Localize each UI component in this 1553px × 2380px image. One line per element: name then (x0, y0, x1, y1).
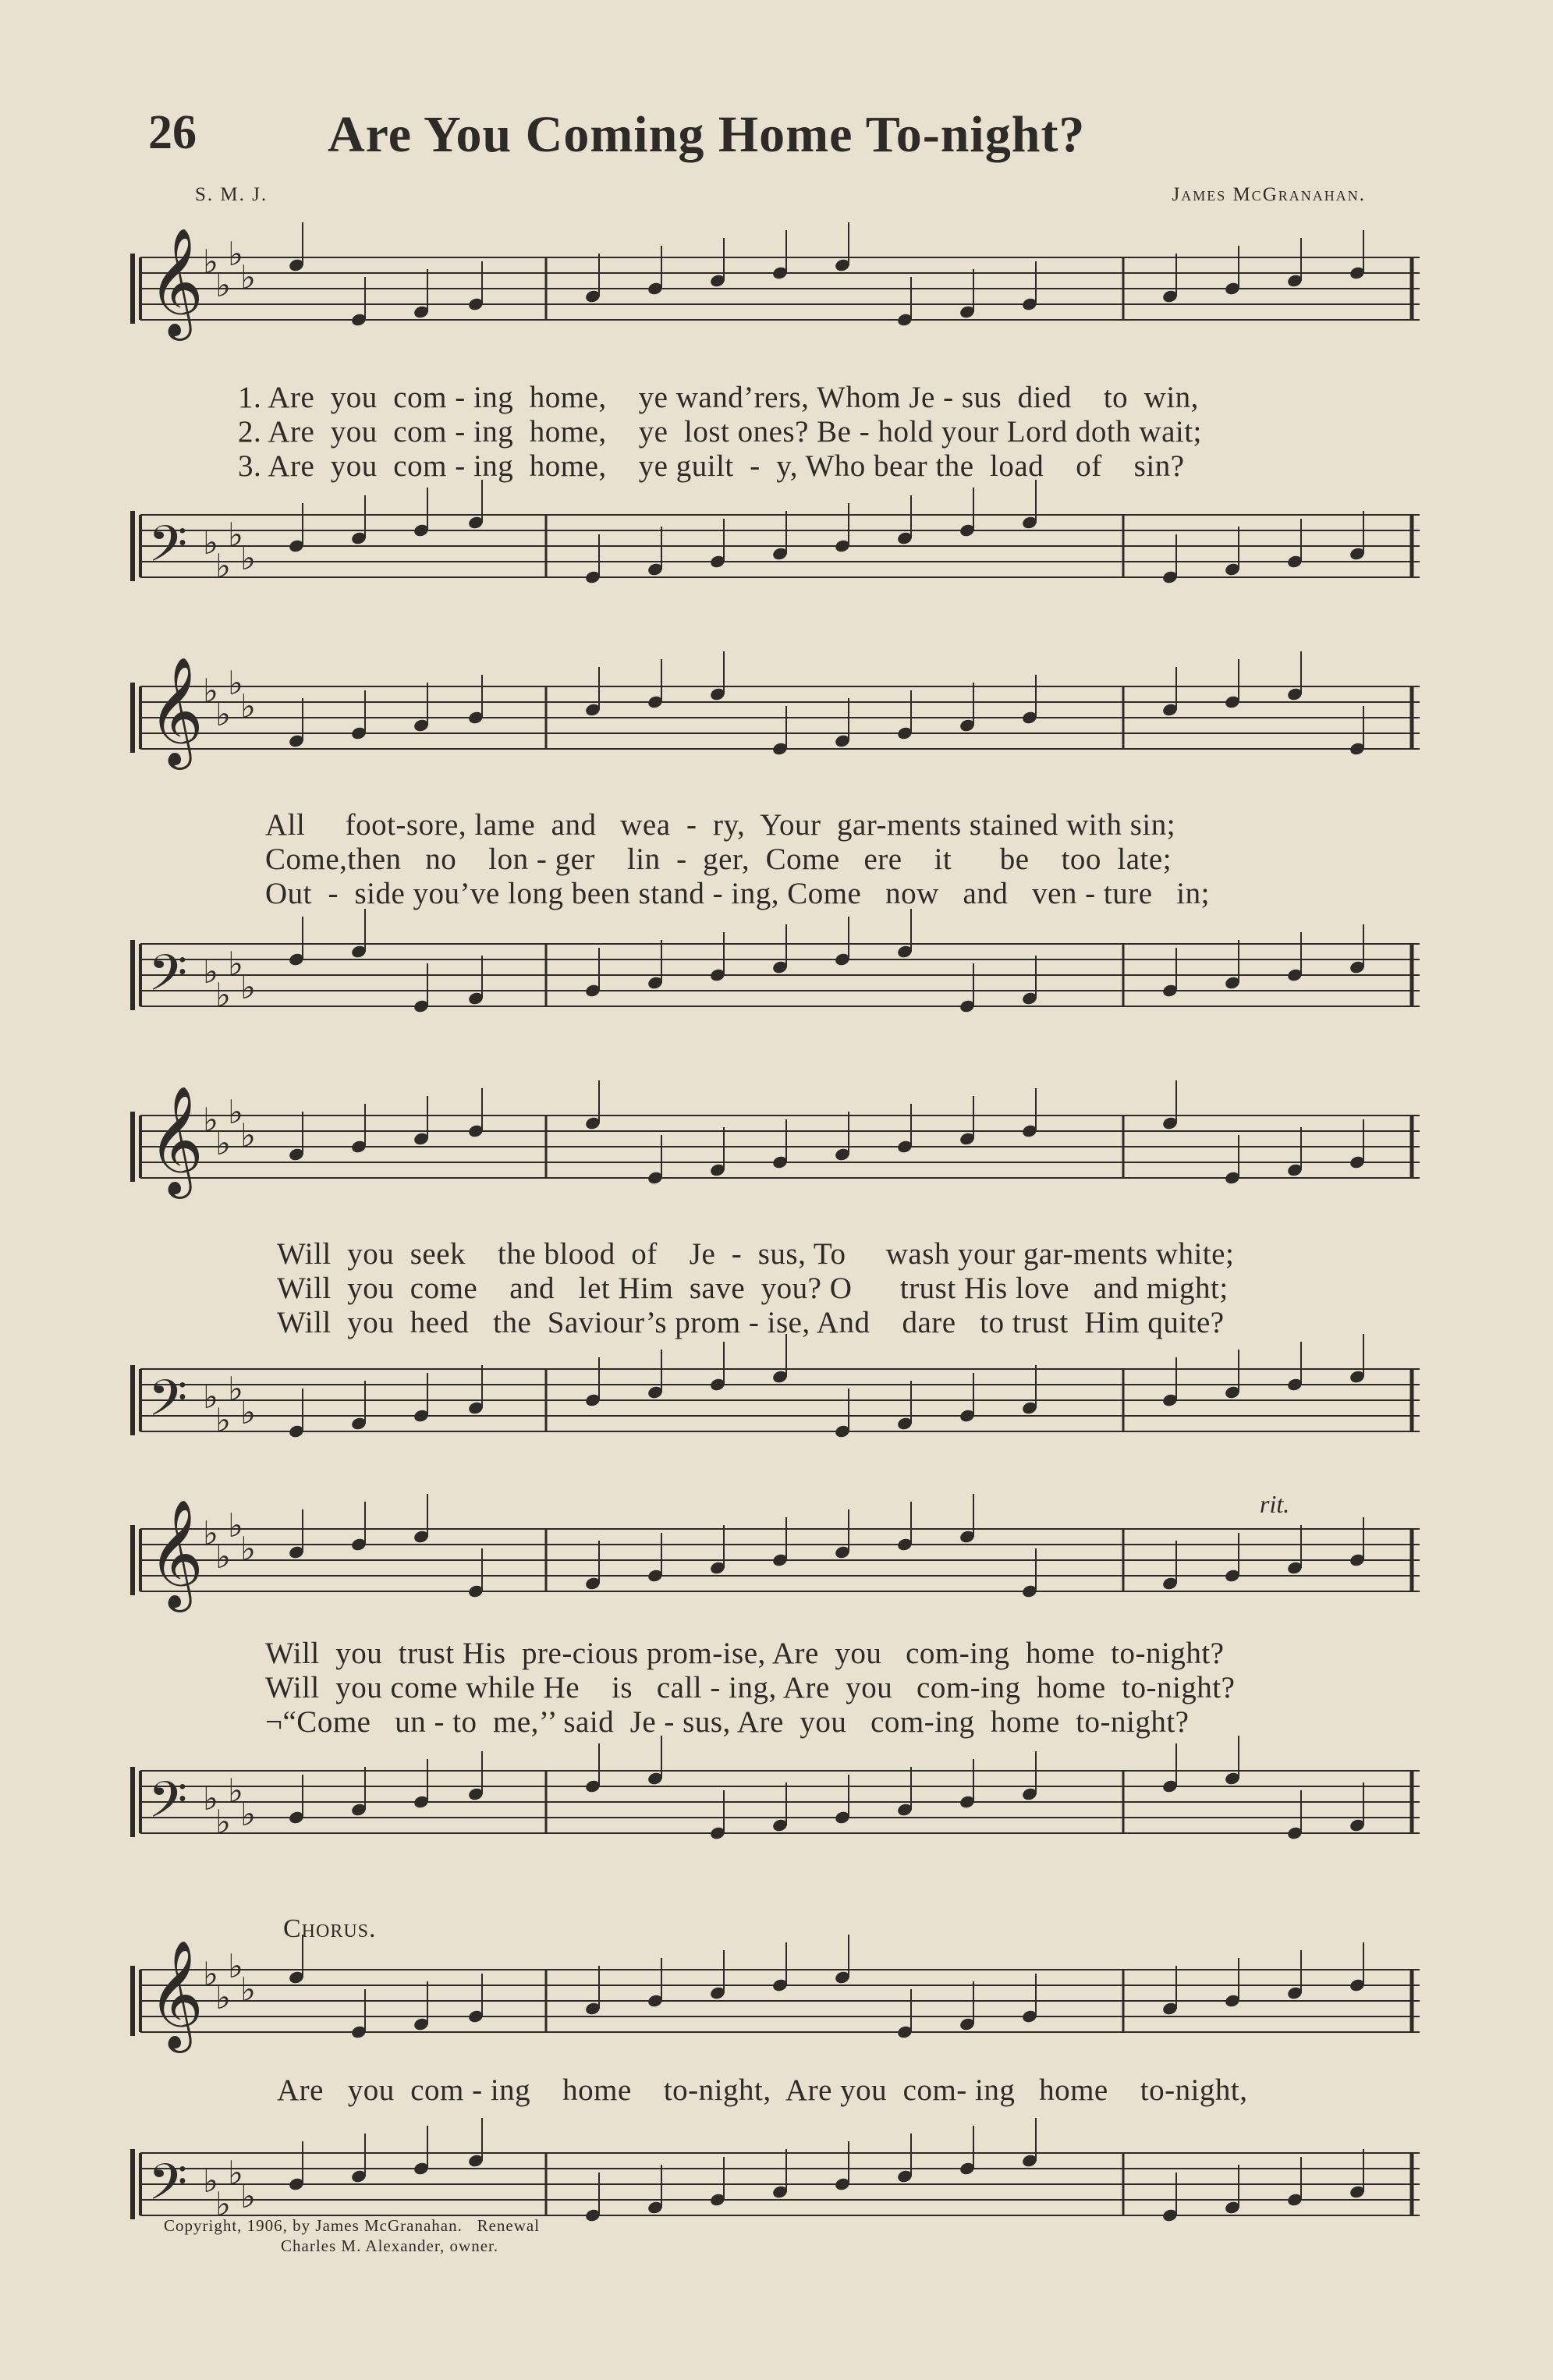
bass-staff-1 (125, 491, 1420, 608)
flat-icon: ♭ (240, 258, 256, 296)
flat-icon: ♭ (228, 1947, 243, 1985)
flat-icon: ♭ (215, 1803, 231, 1841)
bass-staff-3 (125, 1346, 1420, 1463)
flat-icon: ♭ (228, 664, 243, 702)
flat-icon: ♭ (215, 547, 231, 585)
lyric-verse-1: All foot-sore, lame and wea - ry, Your gar-ments stained with sin; (265, 808, 1176, 842)
hymn-number: 26 (148, 106, 197, 159)
flat-icon: ♭ (228, 2154, 243, 2192)
bass-clef-icon: 𝄢 (148, 1772, 188, 1842)
flat-icon: ♭ (215, 1124, 231, 1162)
bass-staff-4 (125, 1747, 1420, 1880)
flat-icon: ♭ (203, 952, 218, 991)
lyric-verse-2: Come,then no lon - ger lin - ger, Come ere it be too late; (265, 842, 1172, 876)
music-credit: James McGranahan. (1172, 184, 1366, 205)
chorus-label: Chorus. (283, 1914, 377, 1943)
flat-icon: ♭ (228, 1093, 243, 1131)
treble-clef-icon: 𝄞 (148, 657, 204, 765)
flat-icon: ♭ (203, 1779, 218, 1818)
flat-icon: ♭ (240, 1393, 256, 1431)
flat-icon: ♭ (240, 1116, 256, 1155)
flat-icon: ♭ (203, 523, 218, 562)
flat-icon: ♭ (240, 968, 256, 1006)
flat-icon: ♭ (203, 672, 218, 710)
flat-icon: ♭ (240, 539, 256, 577)
flat-icon: ♭ (240, 1970, 256, 2009)
treble-staff-3 (125, 1086, 1420, 1240)
treble-staff-1 (125, 228, 1420, 390)
flat-icon: ♭ (228, 945, 243, 983)
lyric-verse-2: Will you come while He is call - ing, Are you com-ing home to-night? (265, 1671, 1236, 1704)
copyright-line-1: Copyright, 1906, by James McGranahan. Renewal (164, 2216, 541, 2235)
treble-clef-icon: 𝄞 (148, 1940, 204, 2048)
flat-icon: ♭ (215, 1538, 231, 1576)
lyric-chorus: Are you com - ing home to-night, Are you com- ing home to-night, (277, 2073, 1248, 2107)
flat-icon: ♭ (240, 1530, 256, 1568)
lyric-verse-1: Will you trust His pre-cious prom-ise, Are you com-ing home to-night? (265, 1637, 1225, 1670)
lyric-verse-3: 3. Are you com - ing home, ye guilt - y, Who bear the load of sin? (238, 449, 1185, 483)
flat-icon: ♭ (228, 516, 243, 554)
treble-clef-icon: 𝄞 (148, 1086, 204, 1194)
lyric-verse-3: Out - side you’ve long been stand - ing, Come now and ven - ture in; (265, 877, 1210, 910)
bass-clef-icon: 𝄢 (148, 516, 188, 586)
flat-icon: ♭ (215, 1401, 231, 1439)
flat-icon: ♭ (215, 976, 231, 1014)
flat-icon: ♭ (215, 1978, 231, 2016)
treble-clef-icon: 𝄞 (148, 1499, 204, 1608)
flat-icon: ♭ (228, 1506, 243, 1545)
flat-icon: ♭ (203, 2162, 218, 2200)
bass-clef-icon: 𝄢 (148, 1370, 188, 1440)
bass-staff-2 (125, 920, 1420, 1037)
flat-icon: ♭ (203, 243, 218, 281)
hymn-title: Are You Coming Home To-night? (328, 106, 1086, 163)
flat-icon: ♭ (203, 1101, 218, 1139)
words-credit: S. M. J. (195, 184, 268, 205)
bass-clef-icon: 𝄢 (148, 2154, 188, 2224)
flat-icon: ♭ (240, 687, 256, 725)
flat-icon: ♭ (228, 1772, 243, 1810)
lyric-verse-2: Will you come and let Him save you? O trust His love and might; (277, 1272, 1229, 1305)
lyric-verse-3: ¬“Come un - to me,’’ said Je - sus, Are you com-ing home to-night? (265, 1705, 1190, 1739)
flat-icon: ♭ (203, 1378, 218, 1416)
flat-icon: ♭ (228, 1370, 243, 1408)
treble-staff-5 (125, 1940, 1420, 2094)
flat-icon: ♭ (215, 266, 231, 304)
lyric-verse-1: Will you seek the blood of Je - sus, To wash your gar-ments white; (277, 1237, 1235, 1271)
flat-icon: ♭ (215, 695, 231, 733)
treble-staff-2 (125, 657, 1420, 811)
ritardando-mark: rit. (1260, 1490, 1290, 1518)
flat-icon: ♭ (228, 235, 243, 273)
lyric-verse-1: 1. Are you com - ing home, ye wand’rers, Whom Je - sus died to win, (238, 381, 1199, 414)
bass-clef-icon: 𝄢 (148, 945, 188, 1015)
flat-icon: ♭ (203, 1514, 218, 1552)
copyright-notice (164, 2215, 540, 2257)
lyric-verse-3: Will you heed the Saviour’s prom - ise, And dare to trust Him quite? (277, 1306, 1225, 1339)
flat-icon: ♭ (215, 2185, 231, 2223)
lyric-verse-2: 2. Are you com - ing home, ye lost ones? Be - hold your Lord doth wait; (238, 415, 1202, 449)
treble-clef-icon: 𝄞 (148, 228, 204, 336)
flat-icon: ♭ (240, 1795, 256, 1833)
flat-icon: ♭ (240, 2177, 256, 2215)
flat-icon: ♭ (203, 1955, 218, 1993)
copyright-line-2: Charles M. Alexander, owner. (281, 2236, 499, 2256)
